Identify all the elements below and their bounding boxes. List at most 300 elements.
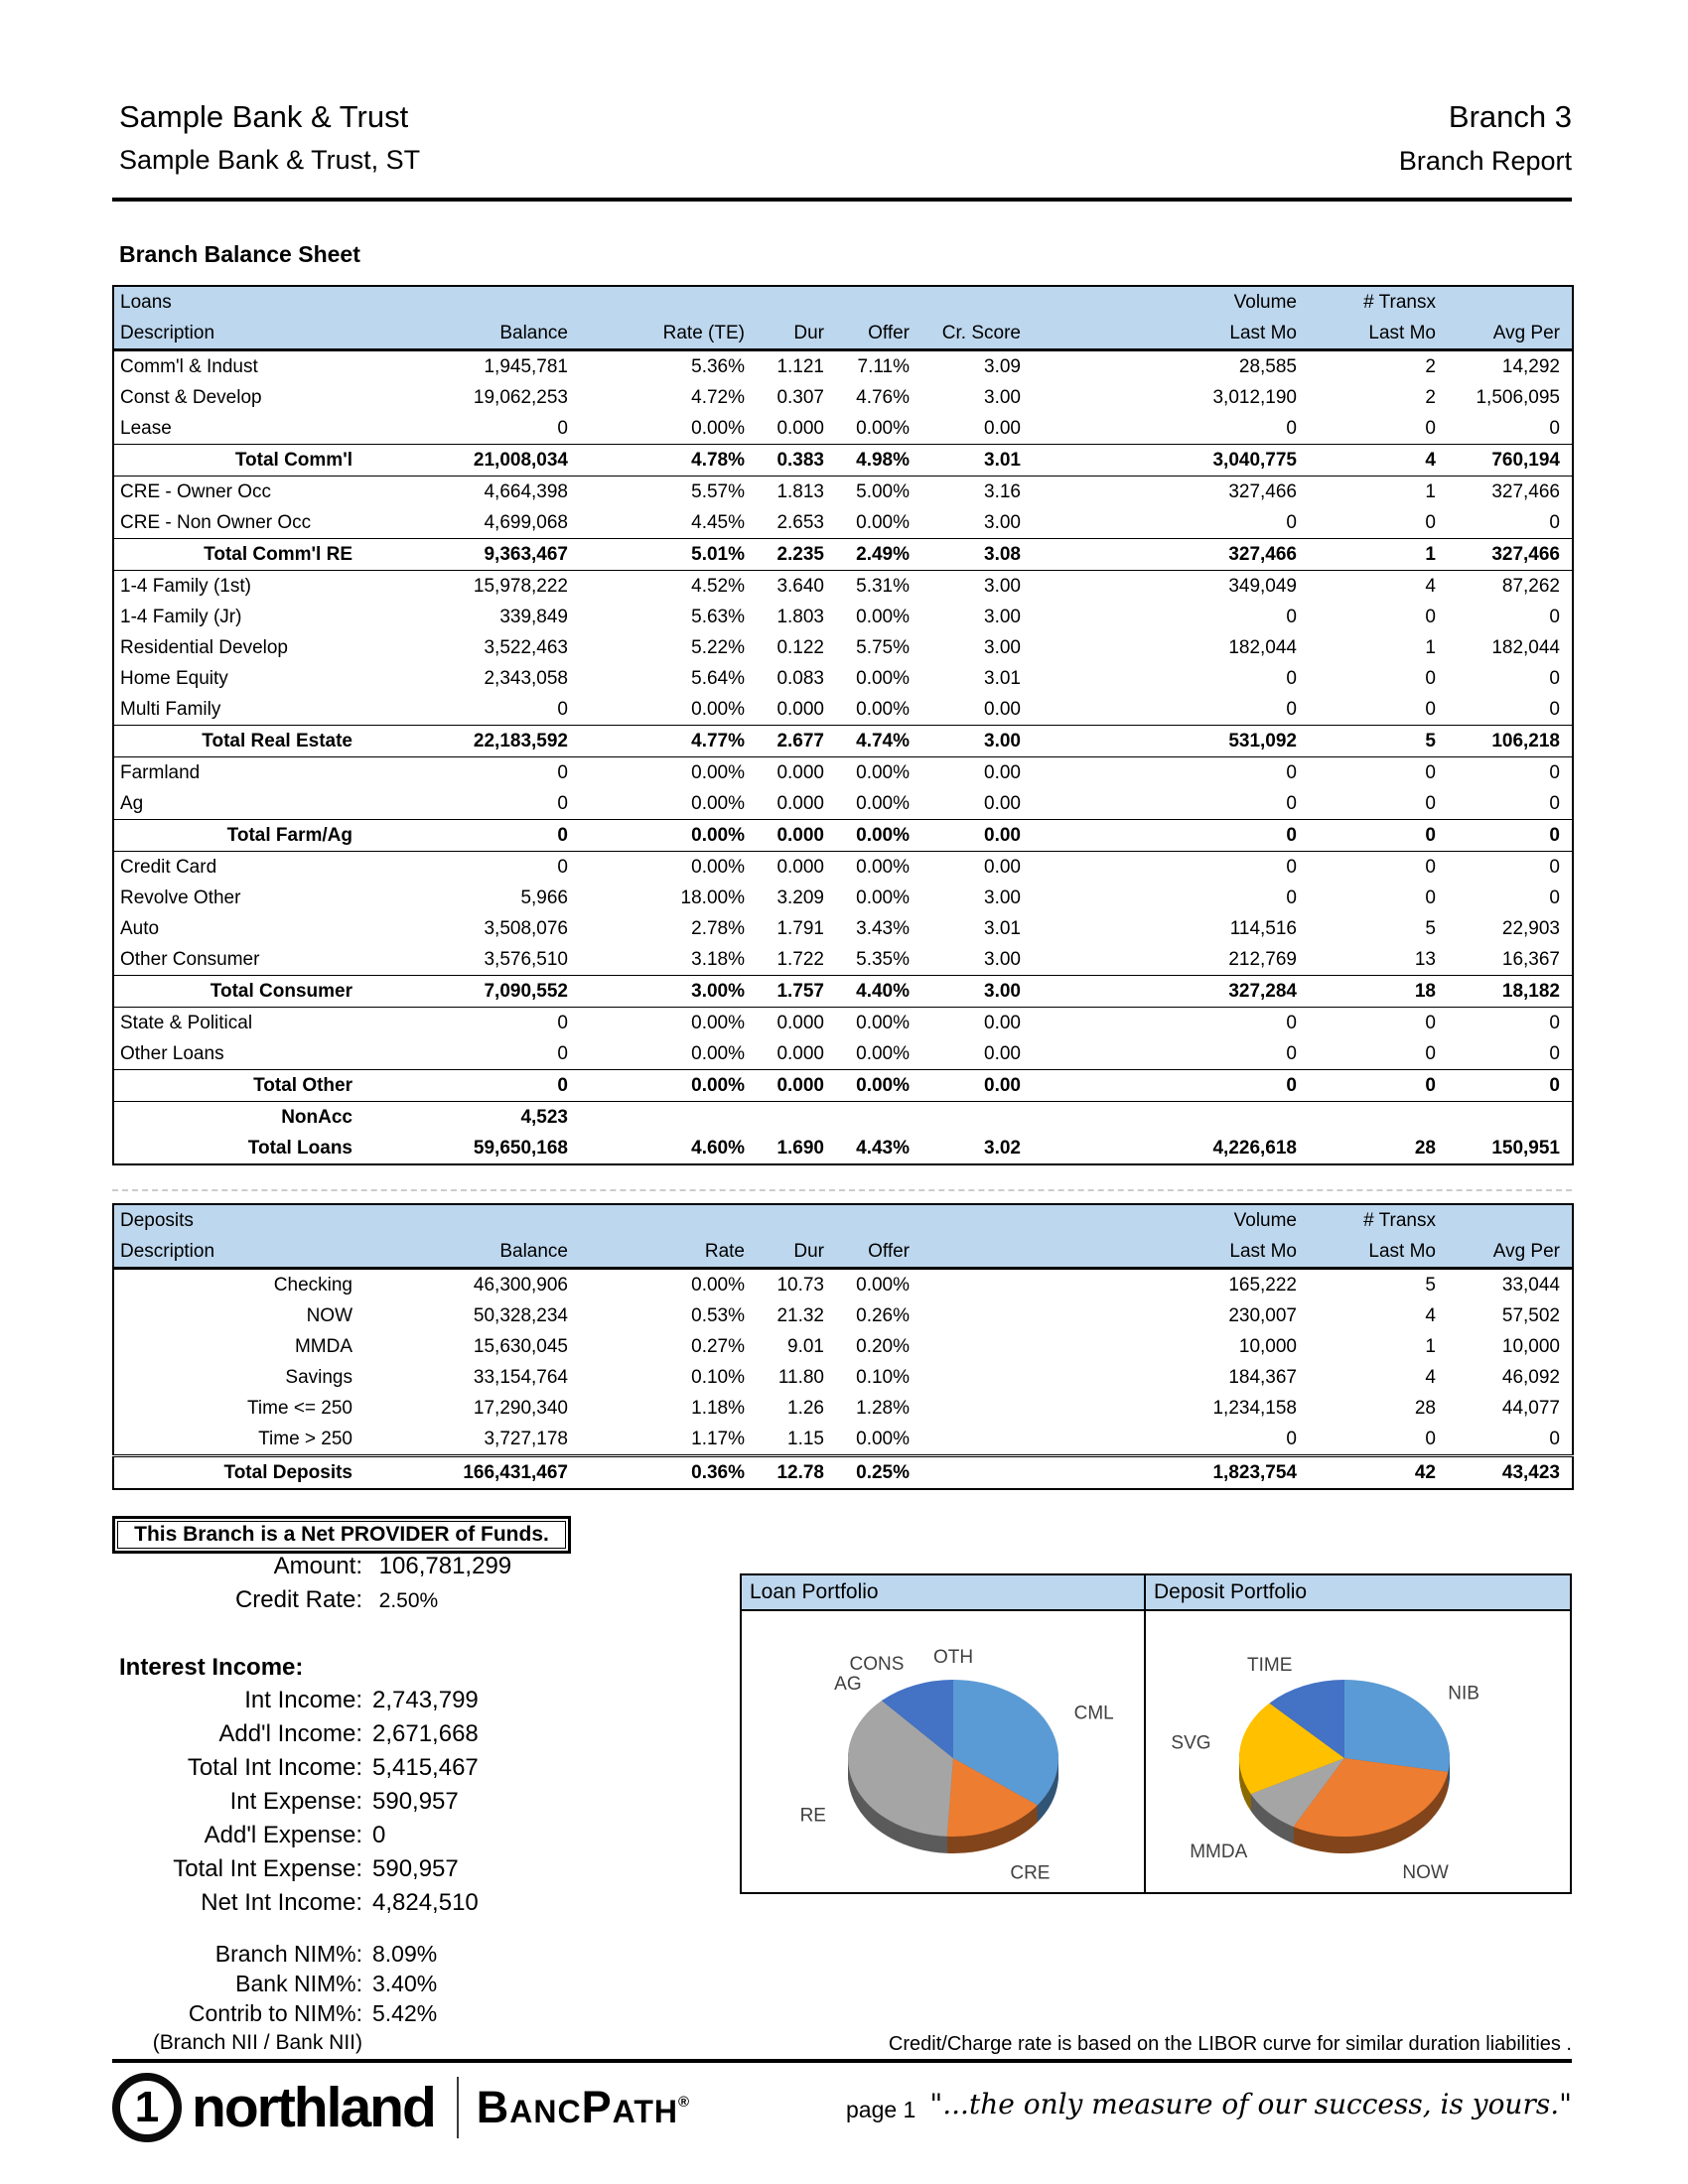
cell-desc: Home Equity (120, 667, 228, 689)
pie-data-label-cons: CONS (849, 1654, 905, 1676)
report-type: Branch Report (1398, 146, 1572, 176)
cell-balance: 15,630,045 (473, 1335, 568, 1357)
pie-data-label-mmda: MMDA (1190, 1841, 1248, 1862)
cell-avg: 0 (1549, 856, 1560, 878)
cell-vol: 3,012,190 (1212, 386, 1297, 408)
table-row (113, 1269, 1573, 1301)
info-value: 5.42% (372, 2000, 438, 2026)
cell-vol: 349,049 (1228, 575, 1297, 597)
cell-desc: 1-4 Family (Jr) (120, 606, 242, 627)
cell-vol: 0 (1286, 417, 1297, 439)
cell-balance: 21,008,034 (366, 445, 580, 477)
cell-desc: NOW (306, 1304, 352, 1326)
cell-vol: 531,092 (1033, 726, 1309, 757)
info-value: 8.09% (372, 1941, 438, 1967)
table-row (113, 413, 1573, 445)
cell-cr (921, 1331, 1033, 1362)
table-row (113, 976, 1573, 1008)
cell-offer: 0.00% (856, 667, 910, 689)
cell-cr (921, 1424, 1033, 1456)
cell-avg: 0 (1549, 1042, 1560, 1064)
cell-rate: 5.63% (691, 606, 745, 627)
info-row (112, 1785, 479, 1819)
amount-value: 106,781,299 (378, 1553, 512, 1579)
cell-avg: 0 (1549, 1428, 1560, 1449)
cell-cr: 3.02 (984, 1137, 1021, 1159)
cell-vol: 0 (1033, 1070, 1309, 1102)
page-break-line (112, 1189, 1572, 1191)
column-header (366, 1204, 580, 1236)
info-label: Int Expense: (229, 1788, 362, 1815)
cell-avg: 46,092 (1501, 1366, 1560, 1388)
cell-vol: 10,000 (1238, 1335, 1297, 1357)
cell-dur: 0.000 (776, 1012, 824, 1033)
cell-dur: 1.690 (776, 1137, 824, 1159)
bottom-rule (112, 2059, 1572, 2063)
info-label: Contrib to NIM%: (188, 2000, 362, 2026)
cell-dur: 3.640 (776, 575, 824, 597)
column-header: Cr. Score (921, 318, 1033, 350)
cell-balance: 33,154,764 (473, 1366, 568, 1388)
cell-cr: 0.00 (921, 1070, 1033, 1102)
cell-tx: 4 (1425, 1366, 1436, 1388)
cell-balance: 1,945,781 (484, 355, 568, 377)
cell-balance: 7,090,552 (366, 976, 580, 1008)
cell-rate: 0.00% (691, 1042, 745, 1064)
cell-offer: 0.00% (856, 606, 910, 627)
interest-income-block (112, 1684, 479, 1920)
cell-avg: 44,077 (1501, 1397, 1560, 1419)
cell-offer: 0.00% (856, 511, 910, 533)
cell-rate: 0.10% (691, 1366, 745, 1388)
pie-data-label-svg: SVG (1171, 1732, 1211, 1754)
cell-vol: 0 (1286, 887, 1297, 908)
info-label: Add'l Expense: (204, 1822, 362, 1848)
cell-balance: 3,508,076 (484, 917, 568, 939)
cell-offer: 0.00% (856, 1274, 910, 1296)
cell-dur: 1.15 (787, 1428, 824, 1449)
cell-avg: 0 (1549, 511, 1560, 533)
cell-offer: 0.00% (856, 1428, 910, 1449)
table-row (113, 571, 1573, 603)
table-row (113, 852, 1573, 884)
cell-vol: 212,769 (1228, 948, 1297, 970)
column-header: Last Mo (1033, 318, 1309, 350)
cell-rate: 4.77% (580, 726, 757, 757)
cell-vol: 0 (1286, 698, 1297, 720)
column-header: Dur (757, 318, 836, 350)
cell-offer: 7.11% (857, 355, 910, 377)
cell-vol: 0 (1286, 761, 1297, 783)
northland-wordmark: northland (192, 2076, 435, 2139)
cell-rate: 0.00% (691, 698, 745, 720)
column-header (921, 1204, 1033, 1236)
cell-cr: 3.00 (921, 976, 1033, 1008)
cell-rate: 5.64% (691, 667, 745, 689)
table-row (113, 1300, 1573, 1331)
table-row (113, 1456, 1573, 1490)
cell-rate: 5.57% (691, 480, 745, 502)
cell-dur: 0.000 (776, 698, 824, 720)
cell-offer: 0.00% (856, 1042, 910, 1064)
cell-rate: 4.72% (691, 386, 745, 408)
cell-offer: 0.26% (856, 1304, 910, 1326)
cell-vol: 327,466 (1228, 480, 1297, 502)
northland-one-icon (112, 2073, 182, 2142)
cell-tx: 2 (1425, 386, 1436, 408)
column-header (757, 1204, 836, 1236)
cell-cr: 3.00 (984, 948, 1021, 970)
cell-avg: 0 (1549, 792, 1560, 814)
cell-cr (921, 1269, 1033, 1301)
cell-dur: 2.235 (757, 539, 836, 571)
cell-avg: 1,506,095 (1476, 386, 1560, 408)
cell-cr: 3.01 (984, 917, 1021, 939)
cell-dur: 0.000 (776, 417, 824, 439)
cell-dur: 0.000 (776, 856, 824, 878)
cell-vol: 28,585 (1238, 355, 1297, 377)
cell-desc: CRE - Non Owner Occ (120, 511, 312, 533)
loans-header-group-row (113, 286, 1573, 318)
table-row (113, 350, 1573, 383)
cell-dur: 0.000 (757, 1070, 836, 1102)
column-header (836, 286, 921, 318)
cell-vol: 184,367 (1228, 1366, 1297, 1388)
cell-balance: 9,363,467 (366, 539, 580, 571)
cell-vol: 0 (1286, 856, 1297, 878)
cell-dur: 10.73 (776, 1274, 824, 1296)
cell-vol: 1,234,158 (1212, 1397, 1297, 1419)
cell-offer: 0.00% (856, 856, 910, 878)
cell-rate: 0.53% (691, 1304, 745, 1326)
cell-cr: 3.08 (921, 539, 1033, 571)
cell-dur: 1.26 (787, 1397, 824, 1419)
cell-rate: 4.45% (691, 511, 745, 533)
cell-desc: Other Consumer (120, 948, 260, 970)
cell-cr: 3.00 (984, 511, 1021, 533)
cell-avg: 14,292 (1501, 355, 1560, 377)
cell-offer: 0.00% (856, 792, 910, 814)
page-number: page 1 (846, 2097, 916, 2122)
cell-desc: Checking (273, 1274, 352, 1296)
cell-tx: 5 (1309, 726, 1448, 757)
cell-vol: 0 (1286, 792, 1297, 814)
cell-vol: 230,007 (1228, 1304, 1297, 1326)
cell-tx: 0 (1425, 761, 1436, 783)
cell-rate: 0.00% (691, 417, 745, 439)
cell-avg: 0 (1448, 1070, 1573, 1102)
cell-offer: 0.00% (856, 1012, 910, 1033)
cell-cr (921, 1393, 1033, 1424)
cell-tx: 5 (1425, 1274, 1436, 1296)
cell-avg: 18,182 (1448, 976, 1573, 1008)
cell-vol: 0 (1286, 1428, 1297, 1449)
cell-offer: 5.00% (856, 480, 910, 502)
info-label: Total Int Expense: (173, 1855, 362, 1882)
cell-offer: 4.76% (856, 386, 910, 408)
footer-quote: "...the only measure of our success, is yours." (929, 2088, 1572, 2120)
cell-tx: 0 (1425, 1042, 1436, 1064)
cell-tx: 4 (1425, 575, 1436, 597)
cell-offer: 5.75% (856, 636, 910, 658)
cell-desc: Ag (120, 792, 144, 814)
cell-avg: 0 (1549, 698, 1560, 720)
nim-note: (Branch NII / Bank NII) (152, 2031, 362, 2054)
cell-vol: 165,222 (1228, 1274, 1297, 1296)
cell-dur: 3.209 (776, 887, 824, 908)
info-label: Total Int Income: (187, 1754, 362, 1781)
cell-avg: 0 (1549, 667, 1560, 689)
cell-cr: 3.00 (984, 575, 1021, 597)
pie-data-label-nib: NIB (1448, 1683, 1479, 1705)
cell-rate: 18.00% (680, 887, 745, 908)
loans-header-columns-row (113, 318, 1573, 350)
cell-vol: 0 (1033, 820, 1309, 852)
cell-dur: 0.122 (776, 636, 824, 658)
cell-balance: 4,664,398 (484, 480, 568, 502)
cell-tx: 4 (1425, 1304, 1436, 1326)
column-header: Volume (1033, 1204, 1309, 1236)
cell-rate: 0.00% (580, 820, 757, 852)
cell-dur: 1.722 (776, 948, 824, 970)
registered-mark: ® (678, 2094, 691, 2111)
cell-desc: Total Other (113, 1070, 366, 1102)
column-header: Rate (TE) (580, 318, 757, 350)
cell-rate: 3.18% (691, 948, 745, 970)
cell-dur: 2.653 (776, 511, 824, 533)
cell-cr: 0.00 (984, 698, 1021, 720)
cell-vol: 0 (1286, 1042, 1297, 1064)
cell-cr: 3.00 (984, 887, 1021, 908)
column-header (1448, 286, 1573, 318)
net-provider-message: This Branch is a Net PROVIDER of Funds. (117, 1521, 566, 1549)
cell-offer: 0.20% (856, 1335, 910, 1357)
cell-cr (921, 1362, 1033, 1393)
cell-dur: 1.813 (776, 480, 824, 502)
net-provider-box (112, 1516, 571, 1554)
cell-desc: CRE - Owner Occ (120, 480, 272, 502)
column-header: Avg Per (1448, 1236, 1573, 1269)
cell-cr (921, 1102, 1033, 1134)
table-row (113, 883, 1573, 913)
column-header: Balance (366, 318, 580, 350)
branch-name: Branch 3 (1448, 99, 1572, 134)
cell-cr: 3.00 (984, 606, 1021, 627)
nim-block (112, 1939, 437, 2028)
table-row (113, 726, 1573, 757)
cell-desc: Total Comm'l RE (113, 539, 366, 571)
amount-label: Amount: (273, 1553, 362, 1579)
cell-balance: 19,062,253 (473, 386, 568, 408)
cell-tx: 0 (1425, 1428, 1436, 1449)
info-label: Branch NIM%: (214, 1941, 362, 1967)
cell-rate: 0.00% (691, 1274, 745, 1296)
bank-subtitle: Sample Bank & Trust, ST (119, 145, 421, 175)
cell-tx: 0 (1425, 511, 1436, 533)
pie-slice-nib (1344, 1680, 1450, 1772)
table-row (113, 1070, 1573, 1102)
column-header (366, 286, 580, 318)
cell-tx: 1 (1425, 636, 1436, 658)
column-header (580, 1204, 757, 1236)
cell-offer: 5.31% (856, 575, 910, 597)
header-rule (112, 198, 1572, 202)
cell-dur: 21.32 (776, 1304, 824, 1326)
cell-desc: MMDA (294, 1335, 352, 1357)
cell-dur: 0.000 (757, 820, 836, 852)
cell-dur: 11.80 (777, 1366, 824, 1388)
cell-rate (580, 1102, 757, 1134)
credit-rate-label: Credit Rate: (234, 1586, 362, 1613)
cell-balance: 50,328,234 (473, 1304, 568, 1326)
cell-offer: 0.10% (856, 1366, 910, 1388)
column-header: # Transx (1309, 1204, 1448, 1236)
cell-cr: 3.00 (921, 726, 1033, 757)
table-row (113, 1362, 1573, 1393)
cell-avg: 33,044 (1501, 1274, 1560, 1296)
table-row (113, 1424, 1573, 1456)
loans-table (112, 285, 1574, 1165)
cell-balance: 59,650,168 (473, 1137, 568, 1159)
cell-offer: 3.43% (856, 917, 910, 939)
deposit-portfolio-title: Deposit Portfolio (1146, 1575, 1570, 1611)
info-value: 590,957 (372, 1855, 459, 1882)
table-row (113, 1393, 1573, 1424)
cell-cr (921, 1300, 1033, 1331)
cell-vol: 0 (1286, 667, 1297, 689)
cell-cr: 3.00 (984, 386, 1021, 408)
cell-dur: 0.000 (776, 792, 824, 814)
cell-balance: 0 (557, 856, 568, 878)
cell-offer (836, 1102, 921, 1134)
cell-offer: 0.00% (856, 417, 910, 439)
info-value: 5,415,467 (372, 1754, 479, 1781)
table-row (113, 1102, 1573, 1134)
cell-dur: 0.000 (776, 761, 824, 783)
cell-desc: Total Loans (247, 1137, 352, 1159)
column-header: Last Mo (1309, 318, 1448, 350)
info-row (112, 1684, 479, 1717)
info-value: 4,824,510 (372, 1889, 479, 1916)
cell-dur: 9.01 (787, 1335, 824, 1357)
cell-avg: 22,903 (1501, 917, 1560, 939)
deposits-header-columns-row (113, 1236, 1573, 1269)
cell-avg: 760,194 (1448, 445, 1573, 477)
cell-balance: 0 (366, 1070, 580, 1102)
cell-avg: 150,951 (1491, 1137, 1560, 1159)
cell-rate: 0.00% (691, 792, 745, 814)
info-label: Net Int Income: (201, 1889, 362, 1916)
cell-rate: 4.60% (691, 1137, 745, 1159)
cell-desc: Auto (120, 917, 160, 939)
table-row (113, 602, 1573, 632)
table-row (113, 913, 1573, 944)
column-header: Offer (836, 318, 921, 350)
cell-dur: 2.677 (757, 726, 836, 757)
cell-rate: 0.36% (580, 1456, 757, 1490)
cell-desc: Total Real Estate (113, 726, 366, 757)
column-header: Last Mo (1033, 1236, 1309, 1269)
logo-divider (457, 2077, 459, 2138)
table-row (113, 507, 1573, 539)
cell-avg: 0 (1549, 606, 1560, 627)
cell-offer: 0.00% (836, 820, 921, 852)
cell-offer: 4.74% (836, 726, 921, 757)
pie-data-label-re: RE (799, 1805, 826, 1827)
cell-offer: 2.49% (836, 539, 921, 571)
info-value: 590,957 (372, 1788, 459, 1815)
bancpath-text: BancPath (476, 2082, 679, 2132)
cell-vol (1033, 1102, 1309, 1134)
cell-tx: 0 (1425, 856, 1436, 878)
cell-tx: 42 (1309, 1456, 1448, 1490)
cell-avg: 0 (1448, 820, 1573, 852)
info-row (112, 1751, 479, 1785)
cell-balance: 5,966 (520, 887, 568, 908)
cell-cr: 3.01 (921, 445, 1033, 477)
table-row (113, 788, 1573, 820)
cell-desc: Time > 250 (258, 1428, 352, 1449)
loan-portfolio-pie (742, 1611, 1144, 1892)
cell-avg: 43,423 (1448, 1456, 1573, 1490)
table-row (113, 1133, 1573, 1164)
info-label: Bank NIM%: (235, 1971, 362, 1996)
info-value: 2,671,668 (372, 1720, 479, 1747)
cell-desc: Total Consumer (113, 976, 366, 1008)
cell-dur: 1.121 (776, 355, 824, 377)
table-row (113, 477, 1573, 508)
cell-balance: 0 (557, 1042, 568, 1064)
column-header: Deposits (113, 1204, 366, 1236)
column-header (580, 286, 757, 318)
cell-tx (1309, 1102, 1448, 1134)
cell-rate: 4.52% (691, 575, 745, 597)
cell-avg: 182,044 (1491, 636, 1560, 658)
pie-data-label-cre: CRE (1010, 1862, 1051, 1884)
cell-desc: Farmland (120, 761, 201, 783)
cell-desc: Total Comm'l (113, 445, 366, 477)
cell-offer: 0.00% (856, 698, 910, 720)
cell-desc: Total Deposits (113, 1456, 366, 1490)
cell-balance: 4,699,068 (484, 511, 568, 533)
cell-dur: 0.383 (757, 445, 836, 477)
bancpath-wordmark (477, 2082, 690, 2133)
cell-balance: 0 (557, 792, 568, 814)
cell-rate: 5.22% (691, 636, 745, 658)
cell-vol: 182,044 (1228, 636, 1297, 658)
loan-portfolio-title: Loan Portfolio (742, 1575, 1144, 1611)
cell-rate: 0.00% (691, 761, 745, 783)
cell-balance: 0 (557, 698, 568, 720)
cell-balance: 22,183,592 (366, 726, 580, 757)
cell-cr: 0.00 (984, 761, 1021, 783)
cell-desc: State & Political (120, 1012, 253, 1033)
info-row (112, 1717, 479, 1751)
cell-desc: Comm'l & Indust (120, 355, 258, 377)
cell-dur: 12.78 (757, 1456, 836, 1490)
cell-cr: 0.00 (984, 792, 1021, 814)
column-header: Volume (1033, 286, 1309, 318)
cell-offer: 4.98% (836, 445, 921, 477)
cell-rate: 5.01% (580, 539, 757, 571)
cell-tx: 0 (1425, 698, 1436, 720)
northland-bancpath-logo (112, 2073, 690, 2142)
cell-avg: 0 (1549, 417, 1560, 439)
deposits-header-group-row (113, 1204, 1573, 1236)
page-title: Branch Balance Sheet (119, 241, 360, 267)
table-row (113, 757, 1573, 789)
table-row (113, 663, 1573, 694)
